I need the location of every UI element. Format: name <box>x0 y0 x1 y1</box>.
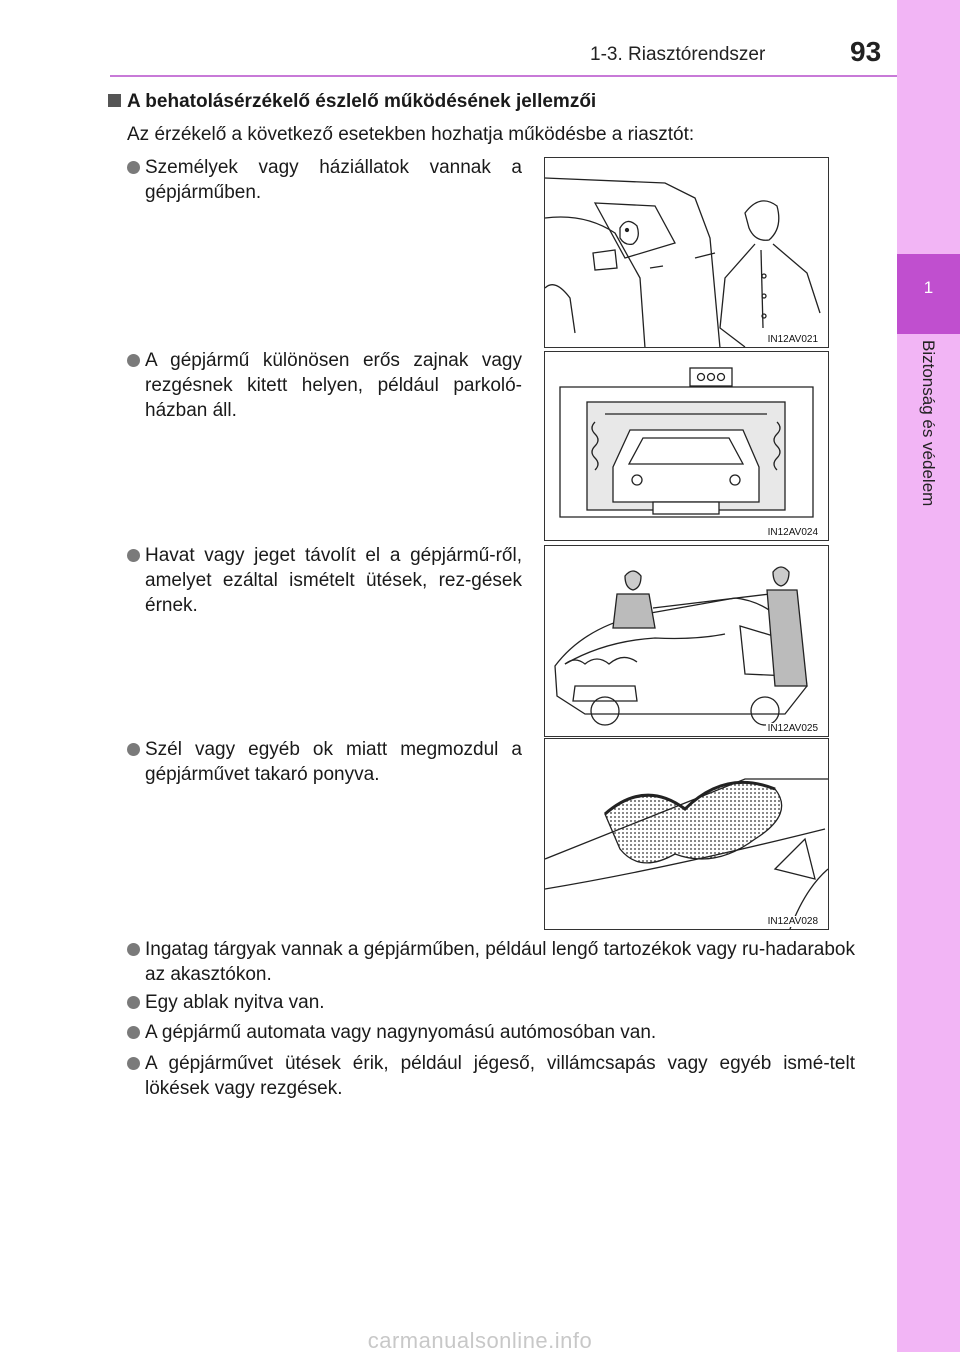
figure-snow-removal <box>544 545 829 737</box>
header-divider <box>110 75 897 77</box>
list-item-text: A gépjármű különösen erős zajnak vagy rezgésnek kitett helyen, például parkoló-házban áll. <box>145 350 522 421</box>
chapter-number: 1 <box>923 278 934 297</box>
figure-car-cover <box>544 738 829 930</box>
figure-dog-in-car <box>544 157 829 348</box>
list-item-text: Szél vagy egyéb ok miatt megmozdul a gépjárművet takaró ponyva. <box>145 739 522 785</box>
list-item <box>145 737 522 787</box>
intro-text: Az érzékelő a következő esetekben hozhatja működésbe a riasztót: <box>127 124 695 145</box>
snow-removal-illustration <box>545 546 828 736</box>
square-bullet-icon <box>108 94 121 107</box>
bullet-icon <box>127 161 140 174</box>
list-item <box>145 543 522 618</box>
watermark: carmanualsonline.info <box>367 1328 593 1353</box>
figure-code: IN12AV024 <box>767 527 818 538</box>
list-item-text: A gépjárművet ütések érik, például jégeső, villámcsapás vagy egyéb ismé-telt lökések vagy rezgések. <box>145 1053 855 1099</box>
list-item <box>145 1020 855 1045</box>
section-title: 1-3. Riasztórendszer <box>590 44 766 65</box>
section-heading <box>108 91 596 113</box>
bullet-icon <box>127 943 140 956</box>
figure-code: IN12AV025 <box>767 723 818 734</box>
list-item <box>145 990 855 1015</box>
list-item-text: Személyek vagy háziállatok vannak a gépjárműben. <box>145 157 522 203</box>
list-item-text: Egy ablak nyitva van. <box>145 992 325 1013</box>
bullet-icon <box>127 549 140 562</box>
dog-in-car-illustration <box>545 158 828 347</box>
bullet-icon <box>127 996 140 1009</box>
bullet-icon <box>127 354 140 367</box>
bullet-icon <box>127 1057 140 1070</box>
list-item-text: Havat vagy jeget távolít el a gépjármű-ről, amelyet ezáltal ismételt ütések, rez-gések érnek. <box>145 545 522 616</box>
chapter-sidebar <box>897 0 960 1352</box>
list-item <box>145 155 522 205</box>
section-heading-text: A behatolásérzékelő észlelő működésének jellemzői <box>127 91 597 112</box>
figure-code: IN12AV021 <box>767 334 818 345</box>
list-item <box>145 1051 855 1101</box>
car-in-parking-lift-illustration <box>545 352 828 540</box>
bullet-icon <box>127 1026 140 1039</box>
chapter-title: Biztonság és védelem <box>919 340 938 507</box>
page-number: 93 <box>850 36 882 67</box>
figure-parking-lift <box>544 351 829 541</box>
list-item <box>145 937 855 987</box>
list-item-text: A gépjármű automata vagy nagynyomású autómosóban van. <box>145 1022 657 1043</box>
bullet-icon <box>127 743 140 756</box>
list-item <box>145 348 522 423</box>
figure-code: IN12AV028 <box>767 916 818 927</box>
moving-car-cover-illustration <box>545 739 828 929</box>
list-item-text: Ingatag tárgyak vannak a gépjárműben, például lengő tartozékok vagy ru-hadarabok az akasztókon. <box>145 939 855 985</box>
